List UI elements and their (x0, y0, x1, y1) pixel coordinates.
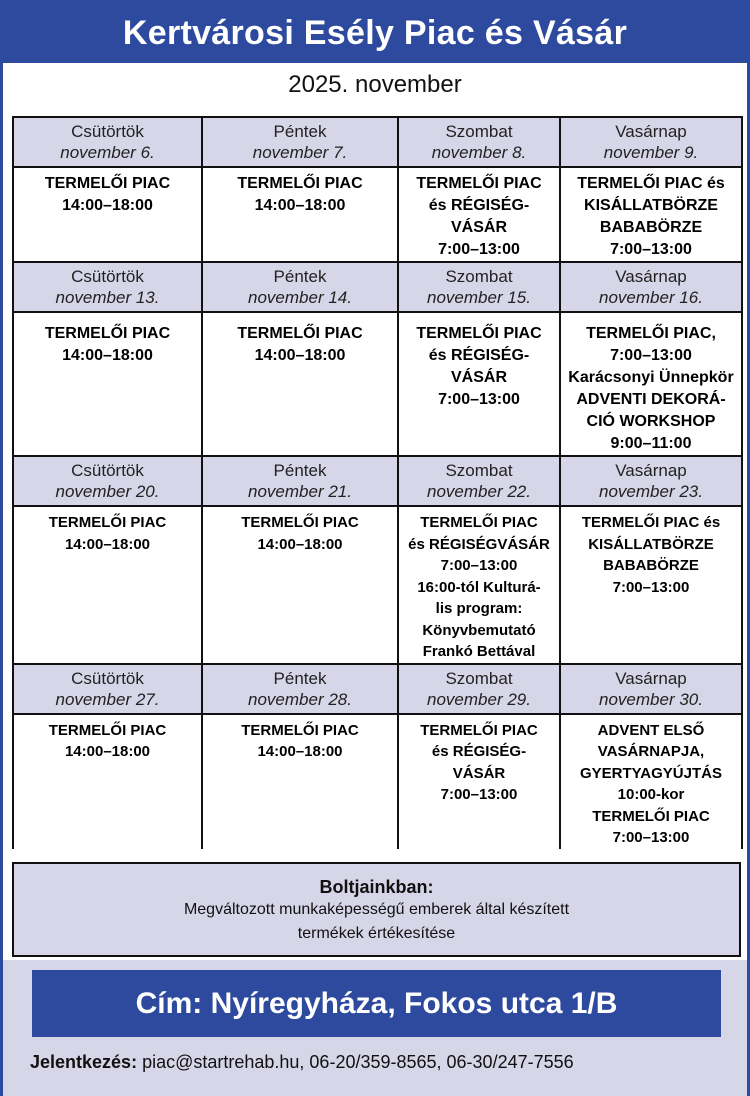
event-line: KISÁLLATBÖRZE (584, 197, 718, 214)
event-cell (13, 312, 202, 456)
event-text (561, 507, 741, 598)
event-line: TERMELŐI PIAC (420, 514, 538, 531)
event-line: 14:00–18:00 (257, 535, 343, 553)
day-header (560, 262, 742, 312)
event-line: TERMELŐI PIAC (44, 325, 171, 342)
day-date: november 22. (427, 482, 531, 501)
contact-label: Jelentkezés: (30, 1052, 138, 1072)
day-date: november 6. (60, 143, 155, 162)
day-name: Szombat (445, 267, 513, 286)
day-date: november 9. (603, 143, 699, 162)
schedule-table (12, 116, 743, 849)
event-line: 7:00–13:00 (438, 241, 520, 258)
event-line: és RÉGISÉGVÁSÁR (408, 535, 550, 553)
day-date: november 27. (55, 689, 160, 709)
event-text (561, 715, 741, 849)
event-cell (398, 506, 560, 664)
event-line: KISÁLLATBÖRZE (588, 535, 714, 553)
shops-title: Boltjainkban: (319, 877, 434, 897)
event-line: TERMELŐI PIAC (241, 514, 359, 531)
day-header (560, 664, 742, 714)
event-line: és RÉGISÉG- (428, 197, 530, 214)
event-line: VÁSÁR (452, 764, 506, 782)
day-header (13, 456, 202, 506)
contact-line (30, 1050, 574, 1074)
event-line: TERMELŐI PIAC (48, 514, 167, 531)
event-line: 7:00–13:00 (438, 391, 520, 408)
event-cell (560, 506, 742, 664)
event-text (399, 313, 559, 411)
event-text (399, 715, 559, 806)
day-header (398, 456, 560, 506)
event-text (203, 313, 397, 367)
day-header (202, 456, 398, 506)
event-line: 7:00–13:00 (440, 557, 518, 574)
day-name: Szombat (445, 668, 513, 688)
event-line: TERMELŐI PIAC, (586, 325, 716, 342)
event-text (203, 507, 397, 555)
day-name: Vasárnap (615, 461, 687, 480)
day-name: Szombat (445, 461, 513, 480)
event-line: ADVENTI DEKORÁ- (576, 391, 726, 408)
day-header (202, 262, 398, 312)
event-cell (202, 167, 398, 262)
day-header (13, 117, 202, 167)
day-header (398, 262, 560, 312)
event-line: 7:00–13:00 (440, 786, 518, 803)
shops-box (12, 862, 741, 957)
day-name: Vasárnap (615, 668, 687, 688)
event-line: TERMELŐI PIAC (420, 721, 538, 739)
event-line: 10:00-kor (617, 786, 685, 803)
day-name: Csütörtök (71, 668, 144, 688)
poster-title: Kertvárosi Esély Piac és Vásár (3, 3, 747, 63)
footer-panel (3, 960, 747, 1096)
shops-line: termékek értékesítése (297, 925, 456, 942)
event-line: TERMELŐI PIAC (44, 175, 171, 192)
event-text (14, 507, 201, 555)
day-date: november 21. (248, 482, 352, 501)
event-line: TERMELŐI PIAC (237, 325, 363, 342)
event-line: és RÉGISÉG- (428, 347, 530, 364)
event-line: CIÓ WORKSHOP (586, 413, 716, 430)
day-header (202, 117, 398, 167)
event-text (203, 168, 397, 217)
event-line: Frankó Bettával (422, 643, 536, 660)
day-name: Péntek (273, 267, 327, 286)
event-line: 14:00–18:00 (254, 347, 346, 364)
event-text (399, 507, 559, 663)
day-header (202, 664, 398, 714)
week-events-row (13, 506, 742, 664)
event-line: ADVENT ELSŐ (597, 721, 705, 739)
event-line: 14:00–18:00 (64, 743, 151, 760)
day-date: november 16. (599, 288, 703, 307)
event-line: TERMELŐI PIAC (237, 175, 363, 192)
day-name: Péntek (273, 668, 327, 688)
event-text (14, 715, 201, 763)
event-line: 14:00–18:00 (62, 347, 153, 364)
event-cell (202, 312, 398, 456)
event-line: TERMELŐI PIAC (416, 325, 542, 342)
event-line: 7:00–13:00 (612, 578, 690, 596)
event-line: 9:00–11:00 (610, 435, 692, 452)
event-line: VÁSÁR (450, 369, 507, 386)
day-date: november 14. (248, 288, 352, 307)
event-text (399, 168, 559, 261)
week-events-row (13, 167, 742, 262)
day-date: november 7. (252, 143, 348, 162)
event-text (14, 313, 201, 367)
event-cell (560, 312, 742, 456)
event-text (203, 715, 397, 763)
event-line: TERMELŐI PIAC (241, 721, 359, 739)
event-cell (13, 714, 202, 849)
event-line: és RÉGISÉG- (431, 743, 527, 760)
day-name: Péntek (273, 461, 327, 480)
day-date: november 8. (431, 143, 527, 162)
week-events-row (13, 312, 742, 456)
event-cell (13, 506, 202, 664)
day-date: november 13. (55, 288, 160, 307)
week-header-row (13, 456, 742, 506)
event-line: 7:00–13:00 (610, 347, 692, 364)
day-date: november 28. (248, 689, 352, 709)
day-name: Szombat (445, 122, 513, 141)
event-line: TERMELŐI PIAC (416, 175, 542, 192)
event-line: 14:00–18:00 (257, 743, 343, 760)
event-line: 7:00–13:00 (610, 241, 692, 258)
event-line: TERMELŐI PIAC és (577, 175, 725, 192)
event-text (561, 168, 741, 261)
event-line: Könyvbemutató (422, 621, 536, 639)
event-cell (560, 714, 742, 849)
week-header-row (13, 117, 742, 167)
event-line: VÁSÁR (450, 219, 507, 236)
day-date: november 20. (55, 482, 160, 501)
event-line: VASÁRNAPJA, (597, 743, 705, 760)
event-cell (13, 167, 202, 262)
day-header (560, 456, 742, 506)
event-line: BABABÖRZE (599, 219, 703, 236)
event-line: BABABÖRZE (603, 557, 699, 574)
event-cell (398, 714, 560, 849)
event-line: 14:00–18:00 (254, 197, 346, 214)
event-line: TERMELŐI PIAC és (581, 514, 721, 531)
day-name: Péntek (273, 122, 327, 141)
shops-line: Megváltozott munkaképességű emberek által készített (183, 901, 570, 918)
week-events-row (13, 714, 742, 849)
day-date: november 30. (599, 689, 703, 709)
event-cell (560, 167, 742, 262)
day-date: november 23. (599, 482, 703, 501)
event-line: 7:00–13:00 (612, 829, 690, 846)
event-line: lis program: (435, 600, 523, 617)
day-header (560, 117, 742, 167)
day-header (398, 664, 560, 714)
day-name: Vasárnap (615, 122, 687, 141)
event-line: TERMELŐI PIAC (48, 721, 167, 739)
event-line: TERMELŐI PIAC (592, 807, 710, 825)
contact-details: piac@startrehab.hu, 06-20/359-8565, 06-30/247-7556 (137, 1052, 574, 1072)
day-header (13, 262, 202, 312)
day-date: november 15. (427, 288, 531, 307)
event-cell (202, 714, 398, 849)
day-name: Vasárnap (615, 267, 687, 286)
month-heading: 2025. november (288, 71, 462, 98)
event-line: 16:00-tól Kulturá- (417, 578, 541, 596)
event-line: Karácsonyi Ünnepkör (568, 369, 734, 386)
day-name: Csütörtök (71, 461, 144, 480)
week-header-row (13, 262, 742, 312)
event-line: 14:00–18:00 (64, 535, 151, 553)
day-header (13, 664, 202, 714)
event-text (14, 168, 201, 217)
event-cell (398, 167, 560, 262)
event-text (561, 313, 741, 455)
week-header-row (13, 664, 742, 714)
day-header (398, 117, 560, 167)
event-line: 14:00–18:00 (62, 197, 153, 214)
day-name: Csütörtök (71, 122, 144, 141)
event-cell (202, 506, 398, 664)
day-date: november 29. (427, 689, 531, 709)
address-banner: Cím: Nyíregyháza, Fokos utca 1/B (32, 970, 721, 1037)
event-line: GYERTYAGYÚJTÁS (580, 764, 722, 782)
event-cell (398, 312, 560, 456)
day-name: Csütörtök (71, 267, 144, 286)
